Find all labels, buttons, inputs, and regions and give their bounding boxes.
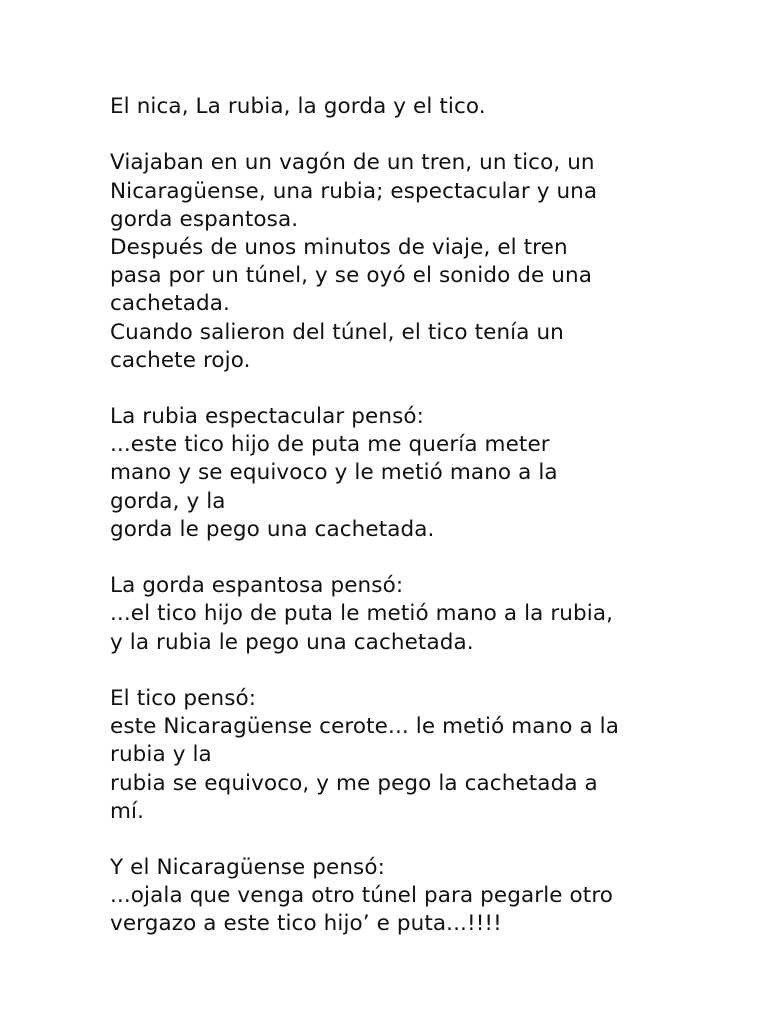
paragraph-4 [110,685,750,826]
paragraph-line: El tico pensó: [110,685,257,711]
paragraph-line: ...el tico hijo de puta le metió mano a la rubia, [110,601,614,627]
paragraph-line: Viajaban en un vagón de un tren, un tico, un [110,150,595,176]
paragraph-line: gorda le pego una cachetada. [110,516,435,542]
paragraph-line: mano y se equivoco y le metió mano a la [110,460,558,486]
paragraph-line: Después de unos minutos de viaje, el tren [110,234,568,260]
paragraph-line: cachetada. [110,291,230,317]
paragraph-3 [110,572,750,657]
paragraph-line: mí. [110,798,145,824]
paragraph-gap [110,121,750,149]
paragraph-line: gorda, y la [110,488,226,514]
paragraph-line: vergazo a este tico hijo’ e puta...!!!! [110,911,502,937]
paragraph-line: gorda espantosa. [110,206,299,232]
paragraph-5 [110,854,750,939]
paragraph-gap [110,375,750,403]
paragraph-line: Nicaragüense, una rubia; espectacular y una [110,178,598,204]
document-body [110,93,750,939]
paragraph-gap [110,826,750,854]
paragraph-gap [110,544,750,572]
paragraph-line: ...este tico hijo de puta me quería meter [110,432,550,458]
paragraph-1 [110,149,750,375]
paragraph-line: pasa por un túnel, y se oyó el sonido de una [110,263,592,289]
paragraph-line: y la rubia le pego una cachetada. [110,629,474,655]
paragraph-line: este Nicaragüense cerote... le metió mano a la [110,714,620,740]
paragraph-line: rubia y la [110,742,212,768]
paragraph-2 [110,403,750,544]
paragraph-gap [110,657,750,685]
document-title: El nica, La rubia, la gorda y el tico. [110,94,486,119]
paragraph-line: rubia se equivoco, y me pego la cachetada a [110,770,598,796]
paragraph-line: La rubia espectacular pensó: [110,404,424,430]
paragraph-line: cachete rojo. [110,347,251,373]
paragraph-line: Cuando salieron del túnel, el tico tenía un [110,319,564,345]
paragraph-line: ...ojala que venga otro túnel para pegarle otro [110,883,614,909]
paragraph-line: La gorda espantosa pensó: [110,573,404,599]
paragraph-line: Y el Nicaragüense pensó: [110,855,385,881]
